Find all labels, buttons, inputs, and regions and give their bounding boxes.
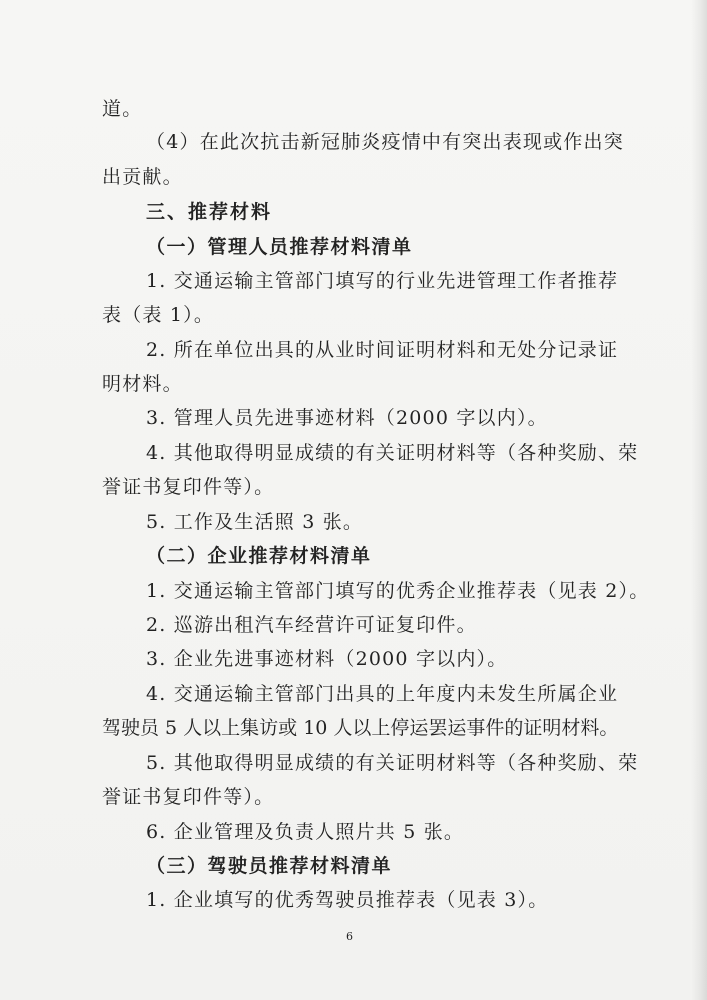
text-line: 2. 巡游出租汽车经营许可证复印件。 <box>146 614 477 636</box>
text-line: 3. 企业先进事迹材料（2000 字以内）。 <box>146 648 508 670</box>
text-line: 4. 交通运输主管部门出具的上年度内未发生所属企业 <box>146 683 619 705</box>
text-line: 5. 工作及生活照 3 张。 <box>146 511 364 533</box>
section-heading: 三、推荐材料 <box>146 201 273 223</box>
text-line: 表（表 1）。 <box>102 304 215 326</box>
text-line: 6. 企业管理及负责人照片共 5 张。 <box>146 821 465 843</box>
text-line: 5. 其他取得明显成绩的有关证明材料等（各种奖励、荣 <box>146 752 639 774</box>
text-line: 明材料。 <box>102 373 183 395</box>
page-number: 6 <box>346 930 353 943</box>
scan-edge-shadow <box>691 0 707 1000</box>
text-line: 3. 管理人员先进事迹材料（2000 字以内）。 <box>146 407 548 429</box>
text-line: 驾驶员 5 人以上集访或 10 人以上停运罢运事件的证明材料。 <box>102 717 619 739</box>
text-line: 出贡献。 <box>102 166 183 188</box>
text-line: 1. 企业填写的优秀驾驶员推荐表（见表 3）。 <box>146 889 549 911</box>
text-line: 4. 其他取得明显成绩的有关证明材料等（各种奖励、荣 <box>146 442 639 464</box>
text-line: 2. 所在单位出具的从业时间证明材料和无处分记录证 <box>146 339 619 361</box>
text-line: 道。 <box>102 98 143 120</box>
text-line: 誉证书复印件等）。 <box>102 476 275 498</box>
subsection-heading: （三）驾驶员推荐材料清单 <box>146 855 393 877</box>
text-line: （4）在此次抗击新冠肺炎疫情中有突出表现或作出突 <box>146 131 624 153</box>
text-line: 1. 交通运输主管部门填写的优秀企业推荐表（见表 2）。 <box>146 580 650 602</box>
text-line: 誉证书复印件等）。 <box>102 786 275 808</box>
subsection-heading: （一）管理人员推荐材料清单 <box>146 236 413 258</box>
text-line: 1. 交通运输主管部门填写的行业先进管理工作者推荐 <box>146 270 619 292</box>
subsection-heading: （二）企业推荐材料清单 <box>146 545 372 567</box>
